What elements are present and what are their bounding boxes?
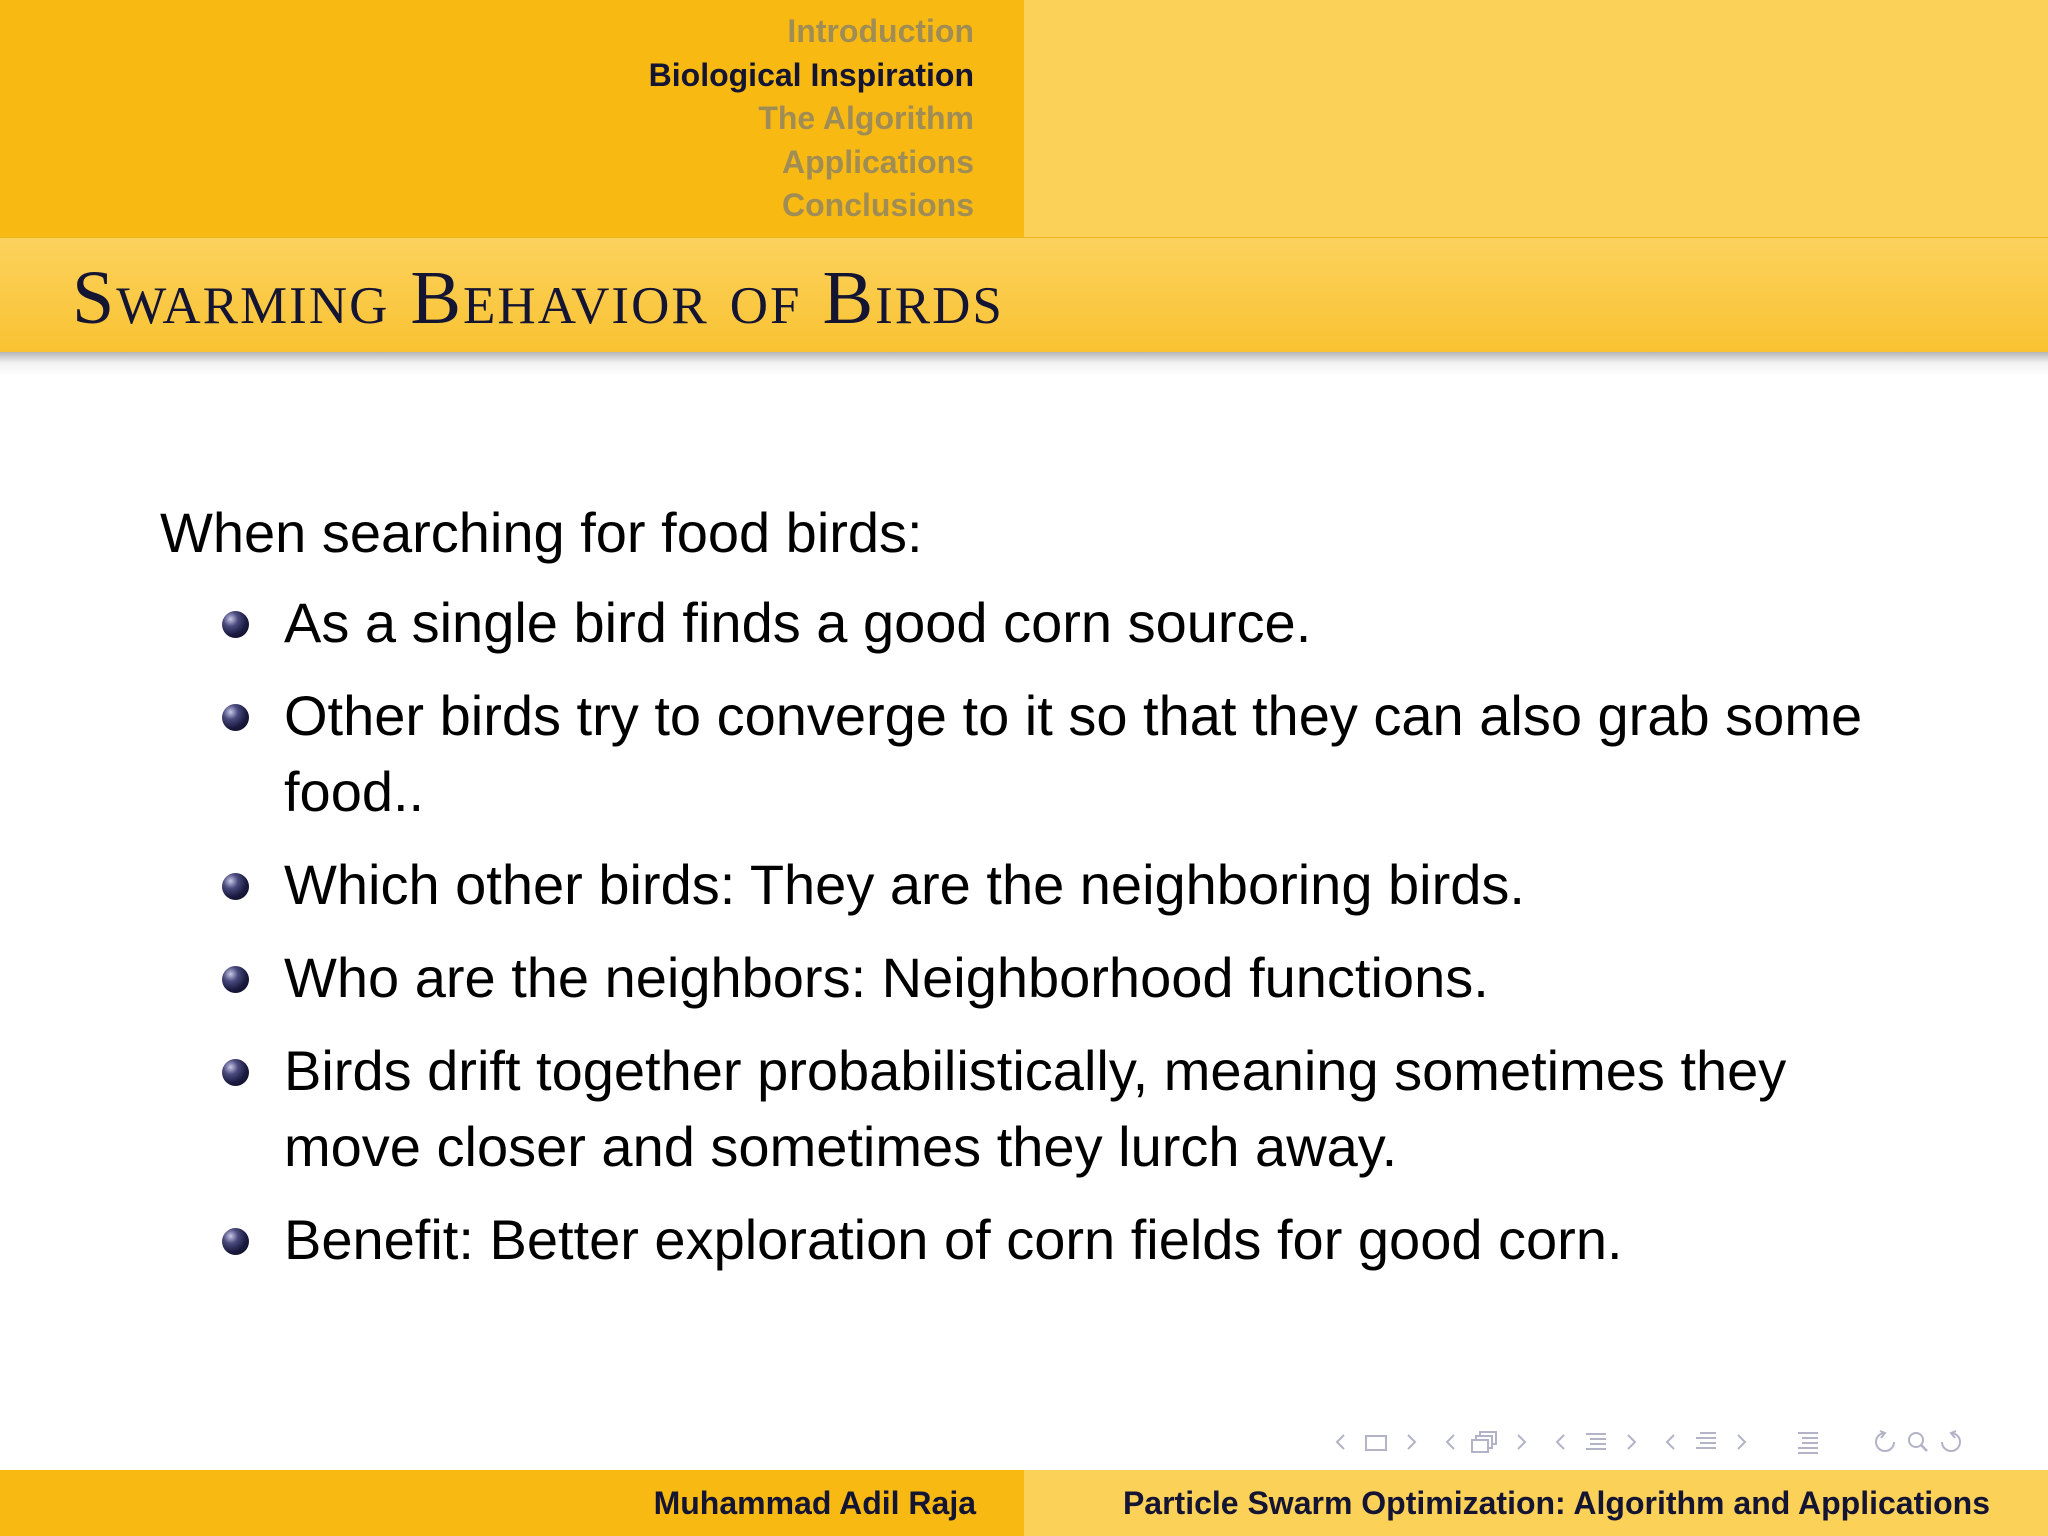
header-bar [0,0,2048,237]
subsection-nav-icon[interactable] [1550,1427,1642,1457]
navigation-symbols [1330,1424,2030,1460]
bullet-item [160,1033,1920,1185]
frame-title: Swarming Behavior of Birds [72,256,1004,340]
footer-bar [0,1470,2048,1536]
bullet-ball-icon [222,873,249,900]
nav-item-applications[interactable]: Applications [781,143,974,180]
section-nav-icon[interactable] [1660,1427,1752,1457]
nav-item-biological-inspiration[interactable]: Biological Inspiration [648,56,974,93]
bullet-text: As a single bird finds a good corn source. [284,591,1312,654]
footer-right-panel [1024,1470,2048,1536]
header-right-panel [1024,0,2048,237]
bullet-ball-icon [222,1059,249,1086]
bullet-item [160,678,1920,830]
bullet-ball-icon [222,1228,249,1255]
footer-author: Muhammad Adil Raja [653,1485,976,1521]
document-nav-icon[interactable] [1792,1427,1822,1457]
slide-content [160,495,1920,1295]
intro-text: When searching for food birds: [160,501,923,564]
bullet-item [160,1202,1920,1278]
nav-item-the-algorithm[interactable]: The Algorithm [758,100,974,136]
nav-item-conclusions[interactable]: Conclusions [781,187,974,223]
header-left-panel [0,0,1024,237]
footer-left-panel [0,1470,1024,1536]
bullet-item [160,585,1920,661]
nav-item-introduction[interactable]: Introduction [787,13,974,49]
frame-nav-icon[interactable] [1440,1427,1532,1457]
bullet-ball-icon [222,704,249,731]
bullet-item [160,940,1920,1016]
slide-nav-icon[interactable] [1330,1427,1422,1457]
search-back-forward-icon[interactable] [1870,1427,1966,1457]
bullet-text: Benefit: Better exploration of corn fields for good corn. [284,1208,1623,1271]
section-nav [649,10,974,228]
bullet-ball-icon [222,611,249,638]
bullet-list [160,585,1920,1278]
title-shadow [0,352,2048,376]
bullet-text: Other birds try to converge to it so that they can also grab some food.. [284,684,1863,823]
bullet-item [160,847,1920,923]
footer-presentation-title: Particle Swarm Optimization: Algorithm and Applications [1122,1485,1990,1521]
bullet-text: Birds drift together probabilistically, meaning sometimes they move closer and sometimes they lurch away. [284,1039,1787,1178]
bullet-text: Which other birds: They are the neighboring birds. [284,853,1525,916]
bullet-text: Who are the neighbors: Neighborhood functions. [284,946,1489,1009]
bullet-ball-icon [222,966,249,993]
